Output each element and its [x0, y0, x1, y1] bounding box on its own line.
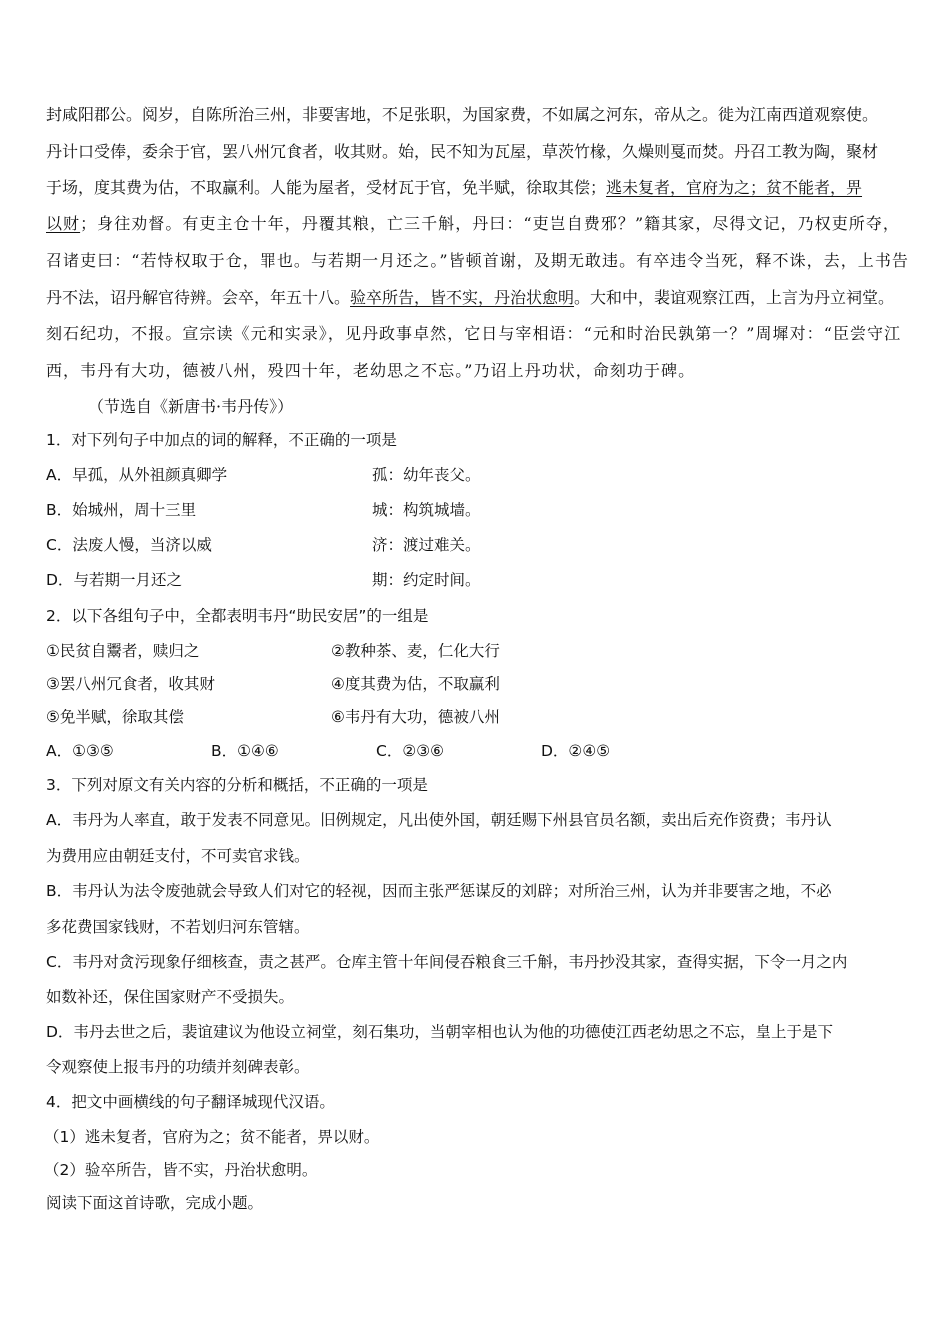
- passage-line: [46, 250, 909, 272]
- passage-text: 召诸吏曰：“若恃权取于仓，罪也。与若期一月还之。”皆顿首谢，及期无敢违。有卒违令当死，释不诛，去，上书告: [46, 251, 909, 270]
- underlined-sentence: 逃未复者，官府为之；贫不能者，畀: [606, 178, 863, 197]
- option-text: 与若期一月还之: [73, 571, 182, 589]
- option-gloss: 济：渡过难关。: [372, 536, 481, 554]
- q1-option-a[interactable]: [46, 464, 481, 486]
- passage-line: [46, 323, 901, 345]
- option-text: 始城州，周十三里: [72, 501, 197, 519]
- underlined-sentence: 验卒所告，皆不实，丹治状愈明: [350, 288, 575, 307]
- passage-line: [46, 177, 862, 199]
- option-text: 早孤，从外祖颜真卿学: [72, 466, 228, 484]
- q2-item: ⑥韦丹有大功，德被八州: [331, 708, 500, 726]
- passage-text: 刻石纪功，不报。宣宗读《元和实录》，见丹政事卓然，它日与宰相语：“元和时治民孰第一？”周墀对：“臣尝守江: [46, 324, 902, 343]
- q1-stem: 1．对下列句子中加点的词的解释，不正确的一项是: [46, 431, 397, 449]
- passage-text: ；身往劝督。有吏主仓十年，丹覆其粮，亡三千斛，丹曰：“吏岂自费邪？”籍其家，尽得文记，乃权吏所夺，: [80, 214, 900, 233]
- q2-item: ②教种茶、麦，仁化大行: [331, 642, 500, 660]
- q4-item-1: （1）逃未复者，官府为之；贫不能者，畀以财。: [44, 1128, 380, 1146]
- option-text: 法废人慢，当济以威: [72, 536, 212, 554]
- q3-option-c-cont: 如数补还，保住国家财产不受损失。: [46, 988, 295, 1006]
- passage-text: 西，韦丹有大功，德被八州，殁四十年，老幼思之不忘。”乃诏上丹功状，命刻功于碑。: [46, 361, 696, 380]
- q2-item: ③罢八州冗食者，收其财: [46, 675, 215, 693]
- passage-line: [46, 213, 900, 235]
- q1-option-d[interactable]: [46, 569, 481, 591]
- next-section-instruction: 阅读下面这首诗歌，完成小题。: [46, 1194, 264, 1212]
- option-gloss: 期：约定时间。: [372, 571, 481, 589]
- passage-text: 丹不法，诏丹解官待辨。会卒，年五十八。: [46, 288, 351, 307]
- q2-row: [46, 706, 500, 728]
- passage-text: 丹计口受俸，委余于官，罢八州冗食者，收其财。始，民不知为瓦屋，草茨竹椽，久燥则戛而焚。丹召工教为陶，聚材: [46, 142, 879, 161]
- q2-item: ④度其费为估，不取赢利: [331, 675, 500, 693]
- q3-option-c[interactable]: C．韦丹对贪污现象仔细核查，责之甚严。仓库主管十年间侵吞粮食三千斛，韦丹抄没其家，查得实据，下令一月之内: [46, 953, 848, 971]
- q2-choice-b[interactable]: B．①④⑥: [211, 742, 279, 760]
- option-label: A．: [46, 466, 73, 484]
- q2-item: ①民贫自鬻者，赎归之: [46, 642, 200, 660]
- option-gloss: 孤：幼年丧父。: [372, 466, 481, 484]
- q1-option-c[interactable]: [46, 534, 481, 556]
- passage-source: （节选自《新唐书·韦丹传》）: [88, 397, 294, 416]
- q2-choice-a[interactable]: A．①③⑤: [46, 742, 114, 760]
- q3-option-a-cont: 为费用应由朝廷支付，不可卖官求钱。: [46, 847, 310, 865]
- q2-choice-d[interactable]: D．②④⑤: [541, 742, 611, 760]
- q3-option-b-cont: 多花费国家钱财，不若划归河东管辖。: [46, 918, 310, 936]
- passage-text: 于场，度其费为估，不取赢利。人能为屋者，受材瓦于官，免半赋，徐取其偿；: [46, 178, 607, 197]
- q2-stem: 2．以下各组句子中，全都表明韦丹“助民安居”的一组是: [46, 607, 429, 625]
- q2-row: [46, 673, 500, 695]
- q3-stem: 3．下列对原文有关内容的分析和概括，不正确的一项是: [46, 776, 428, 794]
- passage-line: [46, 104, 878, 126]
- q3-option-b[interactable]: B．韦丹认为法令废弛就会导致人们对它的轻视，因而主张严惩谋反的刘辟；对所治三州，认为并非要害之地，不必: [46, 882, 832, 900]
- q2-row: [46, 640, 500, 662]
- option-gloss: 城：构筑城墙。: [372, 501, 481, 519]
- option-label: D．: [46, 571, 74, 589]
- q4-item-2: （2）验卒所告，皆不实，丹治状愈明。: [44, 1161, 318, 1179]
- option-label: C．: [46, 536, 73, 554]
- passage-line: [46, 360, 695, 382]
- q1-option-b[interactable]: [46, 499, 481, 521]
- q3-option-a[interactable]: A．韦丹为人率直，敢于发表不同意见。旧例规定，凡出使外国，朝廷赐下州县官员名额，卖出后充作资费；韦丹认: [46, 811, 832, 829]
- q2-choice-c[interactable]: C．②③⑥: [376, 742, 445, 760]
- passage-line: [46, 141, 878, 163]
- q3-option-d-cont: 令观察使上报韦丹的功绩并刻碑表彰。: [46, 1058, 310, 1076]
- option-label: B．: [46, 501, 73, 519]
- passage-line: [46, 287, 894, 309]
- underlined-sentence: 以财: [46, 214, 81, 233]
- passage-text: 封咸阳郡公。阅岁，自陈所治三州，非要害地，不足张职，为国家费，不如属之河东，帝从之。徙为江南西道观察使。: [46, 105, 879, 124]
- q2-item: ⑤免半赋，徐取其偿: [46, 708, 184, 726]
- q4-stem: 4．把文中画横线的句子翻译城现代汉语。: [46, 1093, 335, 1111]
- passage-text: 。大和中，裴谊观察江西，上言为丹立祠堂。: [574, 288, 895, 307]
- q3-option-d[interactable]: D．韦丹去世之后，裴谊建议为他设立祠堂，刻石集功，当朝宰相也认为他的功德使江西老幼思之不忘，皇上于是下: [46, 1023, 833, 1041]
